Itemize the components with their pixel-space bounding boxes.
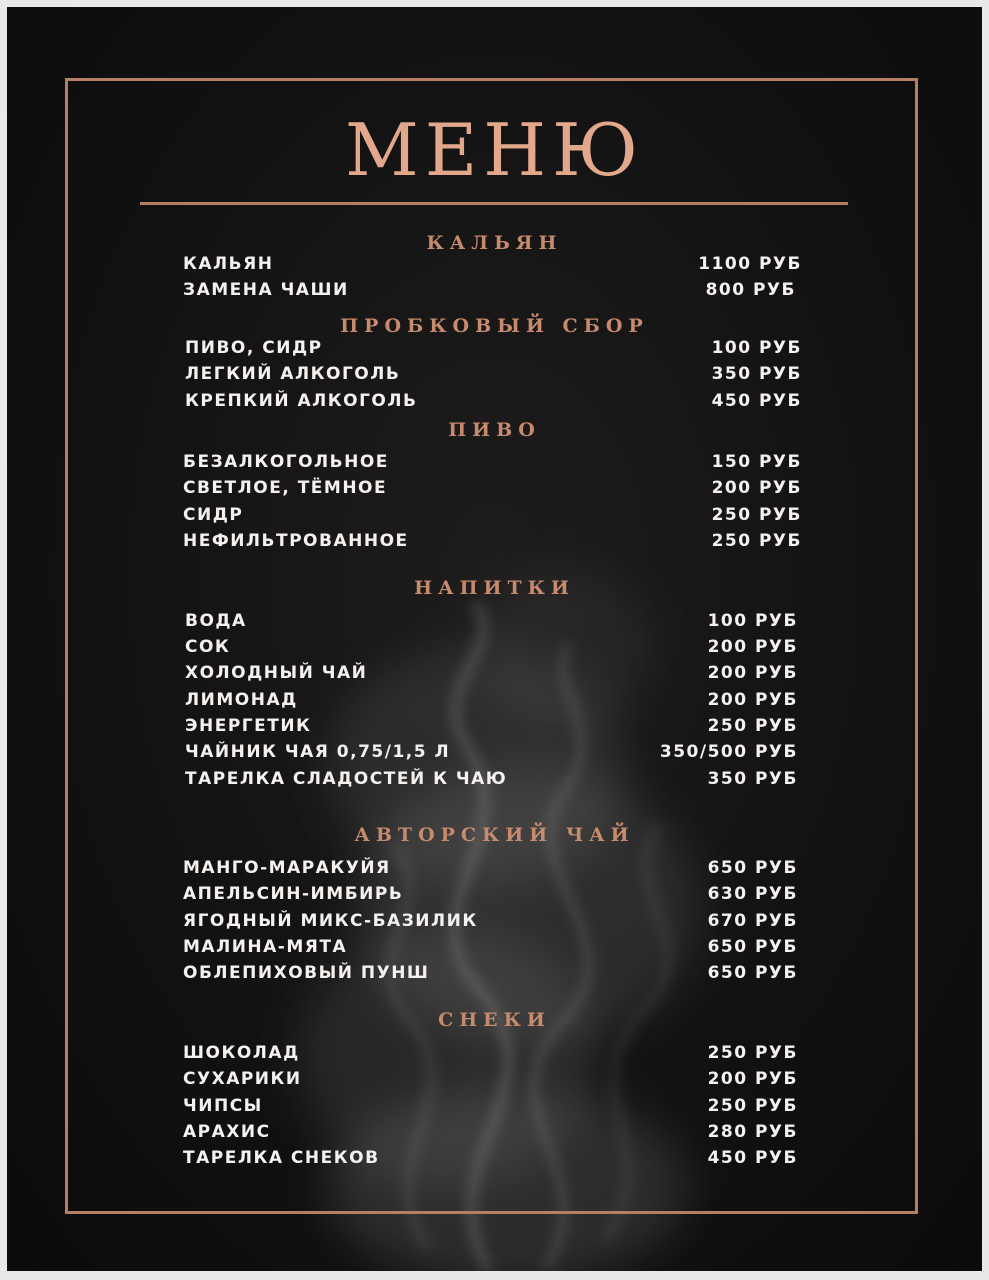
- item-name: ЗАМЕНА ЧАШИ: [183, 280, 349, 300]
- item-price: 670 РУБ: [707, 911, 798, 931]
- item-price: 250 РУБ: [707, 716, 798, 736]
- item-price: 150 РУБ: [711, 452, 802, 472]
- item-price: 200 РУБ: [711, 478, 802, 498]
- section-title-drinks: НАПИТКИ: [414, 577, 575, 599]
- section-title-snacks: СНЕКИ: [438, 1009, 551, 1031]
- item-price: 630 РУБ: [707, 884, 798, 904]
- item-name: ЛЕГКИЙ АЛКОГОЛЬ: [185, 364, 401, 384]
- item-name: АПЕЛЬСИН-ИМБИРЬ: [183, 884, 404, 904]
- item-price: 100 РУБ: [707, 611, 798, 631]
- item-name: КАЛЬЯН: [183, 254, 274, 274]
- item-price: 1100 РУБ: [698, 254, 802, 274]
- item-price: 450 РУБ: [711, 391, 802, 411]
- item-price: 350 РУБ: [707, 769, 798, 789]
- item-name: ВОДА: [185, 611, 247, 631]
- item-price: 250 РУБ: [707, 1043, 798, 1063]
- section-title-signature-tea: АВТОРСКИЙ ЧАЙ: [354, 824, 635, 846]
- section-title-corkage: ПРОБКОВЫЙ СБОР: [340, 315, 649, 337]
- item-name: ОБЛЕПИХОВЫЙ ПУНШ: [183, 963, 430, 983]
- item-name: СУХАРИКИ: [183, 1069, 302, 1089]
- item-price: 250 РУБ: [711, 505, 802, 525]
- item-price: 200 РУБ: [707, 663, 798, 683]
- item-price: 450 РУБ: [707, 1148, 798, 1168]
- item-name: ЧИПСЫ: [183, 1096, 263, 1116]
- menu-sheet: [7, 7, 982, 1271]
- menu-title: МЕНЮ: [345, 108, 644, 192]
- item-price: 350/500 РУБ: [659, 742, 798, 762]
- item-name: СОК: [185, 637, 231, 657]
- item-name: СВЕТЛОЕ, ТЁМНОЕ: [183, 478, 388, 498]
- item-price: 200 РУБ: [707, 637, 798, 657]
- item-name: ПИВО, СИДР: [185, 338, 323, 358]
- item-price: 350 РУБ: [711, 364, 802, 384]
- item-name: ЧАЙНИК ЧАЯ 0,75/1,5 Л: [185, 742, 451, 762]
- item-name: ЭНЕРГЕТИК: [185, 716, 312, 736]
- item-price: 250 РУБ: [707, 1096, 798, 1116]
- item-price: 650 РУБ: [707, 858, 798, 878]
- item-price: 250 РУБ: [711, 531, 802, 551]
- item-price: 650 РУБ: [707, 937, 798, 957]
- item-price: 200 РУБ: [707, 690, 798, 710]
- item-name: ЯГОДНЫЙ МИКС-БАЗИЛИК: [183, 911, 478, 931]
- section-title-hookah: КАЛЬЯН: [426, 232, 563, 254]
- item-name: ТАРЕЛКА СЛАДОСТЕЙ К ЧАЮ: [185, 769, 508, 789]
- section-title-beer: ПИВО: [448, 419, 541, 441]
- item-name: МАЛИНА-МЯТА: [183, 937, 348, 957]
- item-name: ТАРЕЛКА СНЕКОВ: [183, 1148, 380, 1168]
- item-name: АРАХИС: [183, 1122, 271, 1142]
- item-name: НЕФИЛЬТРОВАННОЕ: [183, 531, 409, 551]
- item-price: 280 РУБ: [707, 1122, 798, 1142]
- item-price: 200 РУБ: [707, 1069, 798, 1089]
- item-price: 650 РУБ: [707, 963, 798, 983]
- item-price: 800 РУБ: [705, 280, 796, 300]
- item-price: 100 РУБ: [711, 338, 802, 358]
- item-name: СИДР: [183, 505, 244, 525]
- item-name: ХОЛОДНЫЙ ЧАЙ: [185, 663, 368, 683]
- item-name: КРЕПКИЙ АЛКОГОЛЬ: [185, 391, 418, 411]
- item-name: ЛИМОНАД: [185, 690, 298, 710]
- item-name: ШОКОЛАД: [183, 1043, 300, 1063]
- item-name: МАНГО-МАРАКУЙЯ: [183, 858, 391, 878]
- title-divider: [140, 202, 848, 205]
- item-name: БЕЗАЛКОГОЛЬНОЕ: [183, 452, 389, 472]
